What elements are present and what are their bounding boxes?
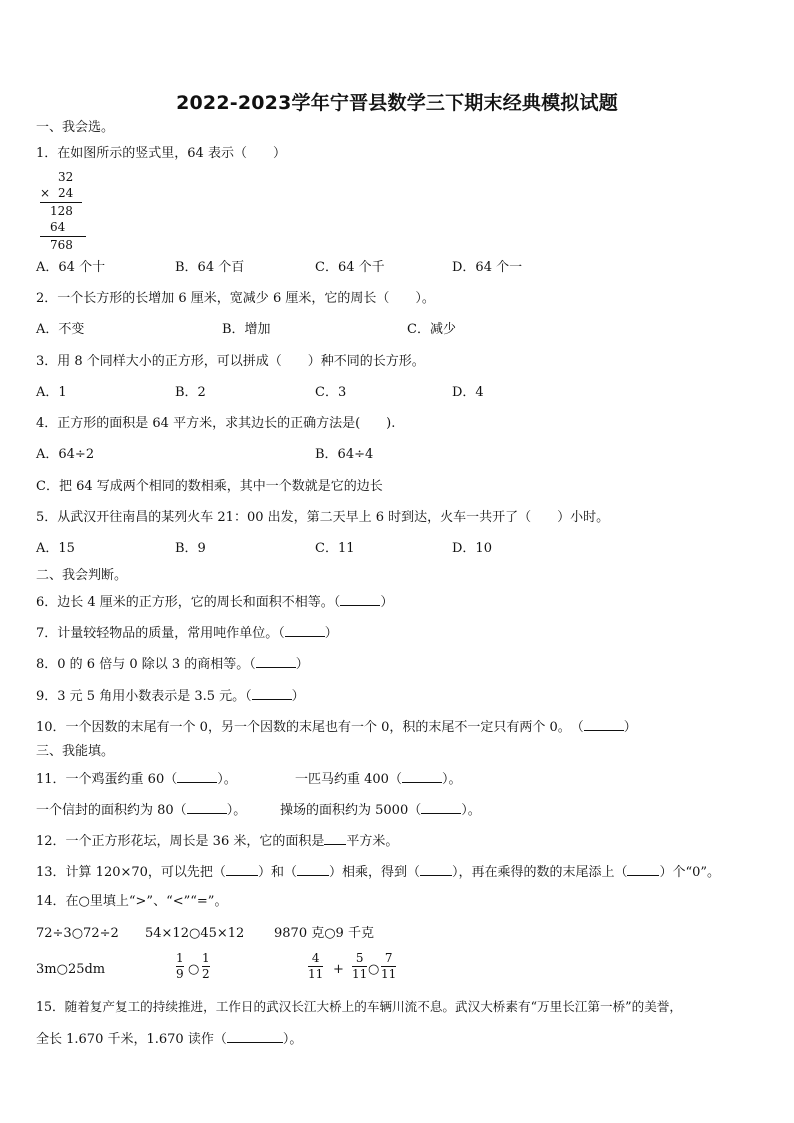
answer-blank[interactable] <box>226 863 258 876</box>
question-10 <box>36 718 637 736</box>
denominator: 2 <box>202 967 210 981</box>
option-d: D．4 <box>452 385 484 400</box>
question-13 <box>36 863 720 881</box>
question-8 <box>36 655 309 673</box>
comparison-1: 72÷3○72÷2 <box>36 926 119 941</box>
close-paren: ） <box>623 720 637 735</box>
section-heading-2: 二、我会判断。 <box>36 568 128 583</box>
q11a-text: 11．一个鸡蛋约重 60（ <box>36 772 178 787</box>
comparison-4: 3m○25dm <box>36 962 106 977</box>
answer-blank[interactable] <box>297 863 329 876</box>
denominator: 11 <box>308 967 324 981</box>
option-b: B．64 个百 <box>175 260 245 275</box>
q11c-text: 一个信封的面积约为 80（ <box>36 803 187 818</box>
option-a: A．64÷2 <box>36 447 95 462</box>
fraction-1-2 <box>202 952 210 981</box>
option-c: C．减少 <box>407 322 456 337</box>
fraction-7-11 <box>381 952 396 981</box>
close-paren: ） <box>324 626 338 641</box>
answer-blank[interactable] <box>402 770 442 783</box>
close-paren: ） <box>295 657 309 672</box>
q13-s2: ）和（ <box>257 865 297 880</box>
question-15-line-1: 15．随着复产复工的持续推进，工作日的武汉长江大桥上的车辆川流不息。武汉大桥素有“万里长江第一桥”的美誉， <box>36 999 682 1014</box>
question-3-stem: 3．用 8 个同样大小的正方形，可以拼成（ ）种不同的长方形。 <box>36 354 425 369</box>
option-c: C．把 64 写成两个相同的数相乘，其中一个数就是它的边长 <box>36 479 383 494</box>
numerator: 4 <box>311 951 320 965</box>
denominator: 9 <box>176 967 184 981</box>
factor-b: 24 <box>58 186 74 200</box>
answer-blank[interactable] <box>252 687 292 700</box>
option-d: D．64 个一 <box>452 260 523 275</box>
rule-2 <box>40 236 86 237</box>
answer-blank[interactable] <box>227 1030 283 1043</box>
factor-a: 32 <box>58 170 74 184</box>
answer-blank[interactable] <box>177 770 217 783</box>
answer-blank[interactable] <box>256 655 296 668</box>
answer-blank[interactable] <box>285 624 325 637</box>
rule-1 <box>40 202 82 203</box>
question-5-stem: 5．从武汉开往南昌的某列火车 21：00 出发，第二天早上 6 时到达，火车一共开了（ ）小时。 <box>36 510 610 525</box>
question-11-d <box>280 801 481 819</box>
question-6 <box>36 593 393 611</box>
question-11-a <box>36 770 237 788</box>
answer-blank[interactable] <box>324 832 346 845</box>
q11c-end: ）。 <box>226 803 247 818</box>
option-b: B．9 <box>175 541 206 556</box>
q13-s1: 13．计算 120×70，可以先把（ <box>36 865 226 880</box>
q11d-end: ）。 <box>461 803 481 818</box>
plus-sign: + <box>333 962 344 977</box>
product: 768 <box>50 238 73 252</box>
question-9-text: 9．3 元 5 角用小数表示是 3.5 元。（ <box>36 689 252 704</box>
option-d: D．10 <box>452 541 492 556</box>
answer-blank[interactable] <box>421 801 461 814</box>
q12-post: 平方米。 <box>346 834 399 849</box>
option-a: A．64 个十 <box>36 260 106 275</box>
comparison-3: 9870 克○9 千克 <box>274 926 374 941</box>
question-11-c <box>36 801 246 819</box>
compare-circle[interactable]: ○ <box>368 962 380 977</box>
question-11-b <box>295 770 461 788</box>
answer-blank[interactable] <box>340 593 380 606</box>
partial-product-1: 128 <box>50 204 73 218</box>
question-7 <box>36 624 338 642</box>
answer-blank[interactable] <box>420 863 452 876</box>
question-8-text: 8．0 的 6 倍与 0 除以 3 的商相等。（ <box>36 657 256 672</box>
option-b: B．64÷4 <box>315 447 374 462</box>
answer-blank[interactable] <box>187 801 227 814</box>
numerator: 7 <box>384 951 393 965</box>
answer-blank[interactable] <box>627 863 659 876</box>
numerator: 5 <box>355 951 364 965</box>
q12-pre: 12．一个正方形花坛，周长是 36 米，它的面积是 <box>36 834 325 849</box>
q13-s3: ）相乘，得到（ <box>328 865 420 880</box>
question-4-stem: 4．正方形的面积是 64 平方米，求其边长的正确方法是( ). <box>36 416 396 431</box>
fraction-1-9 <box>176 952 184 981</box>
q11b-text: 一匹马约重 400（ <box>295 772 402 787</box>
answer-blank[interactable] <box>584 718 624 731</box>
section-heading-3: 三、我能填。 <box>36 744 115 759</box>
times-sign: × <box>40 186 51 200</box>
fraction-5-11 <box>352 952 367 981</box>
question-14-stem: 14．在○里填上“>”、“<”“=”。 <box>36 894 228 909</box>
option-a: A．不变 <box>36 322 85 337</box>
question-9 <box>36 687 305 705</box>
numerator: 1 <box>176 951 184 965</box>
denominator: 11 <box>381 967 397 981</box>
q11a-end: ）。 <box>217 772 237 787</box>
question-10-text: 10．一个因数的末尾有一个 0，另一个因数的末尾也有一个 0，积的末尾不一定只有两个 0。 （ <box>36 720 584 735</box>
vertical-multiplication <box>36 170 96 256</box>
option-b: B．增加 <box>222 322 271 337</box>
partial-product-2: 64 <box>50 220 66 234</box>
question-6-text: 6．边长 4 厘米的正方形，它的周长和面积不相等。（ <box>36 595 341 610</box>
q15-line2-text: 全长 1.670 千米，1.670 读作（ <box>36 1032 227 1047</box>
numerator: 1 <box>202 951 210 965</box>
question-2-stem: 2．一个长方形的长增加 6 厘米，宽减少 6 厘米，它的周长（ ）。 <box>36 291 435 306</box>
page-title: 2022-2023学年宁晋县数学三下期末经典模拟试题 <box>176 92 618 114</box>
option-c: C．11 <box>315 541 355 556</box>
fraction-4-11 <box>308 952 323 981</box>
q13-s4: ），再在乘得的数的末尾添上（ <box>451 865 628 880</box>
question-15-line-2 <box>36 1030 302 1048</box>
option-b: B．2 <box>175 385 206 400</box>
comparison-2: 54×12○45×12 <box>145 926 245 941</box>
option-c: C．3 <box>315 385 347 400</box>
q13-s5: ）个“0”。 <box>659 865 721 880</box>
question-7-text: 7．计量较轻物品的质量，常用吨作单位。（ <box>36 626 285 641</box>
q11b-end: ）。 <box>441 772 462 787</box>
option-a: A．15 <box>36 541 75 556</box>
q15-line2-end: ）。 <box>282 1032 303 1047</box>
close-paren: ） <box>380 595 394 610</box>
denominator: 11 <box>352 967 368 981</box>
question-12 <box>36 832 398 850</box>
question-1-stem: 1．在如图所示的竖式里，64 表示（ ） <box>36 146 286 161</box>
option-a: A．1 <box>36 385 67 400</box>
q11d-text: 操场的面积约为 5000（ <box>280 803 422 818</box>
option-c: C．64 个千 <box>315 260 385 275</box>
compare-circle[interactable]: ○ <box>188 962 200 977</box>
close-paren: ） <box>291 689 305 704</box>
section-heading-1: 一、我会选。 <box>36 120 115 135</box>
